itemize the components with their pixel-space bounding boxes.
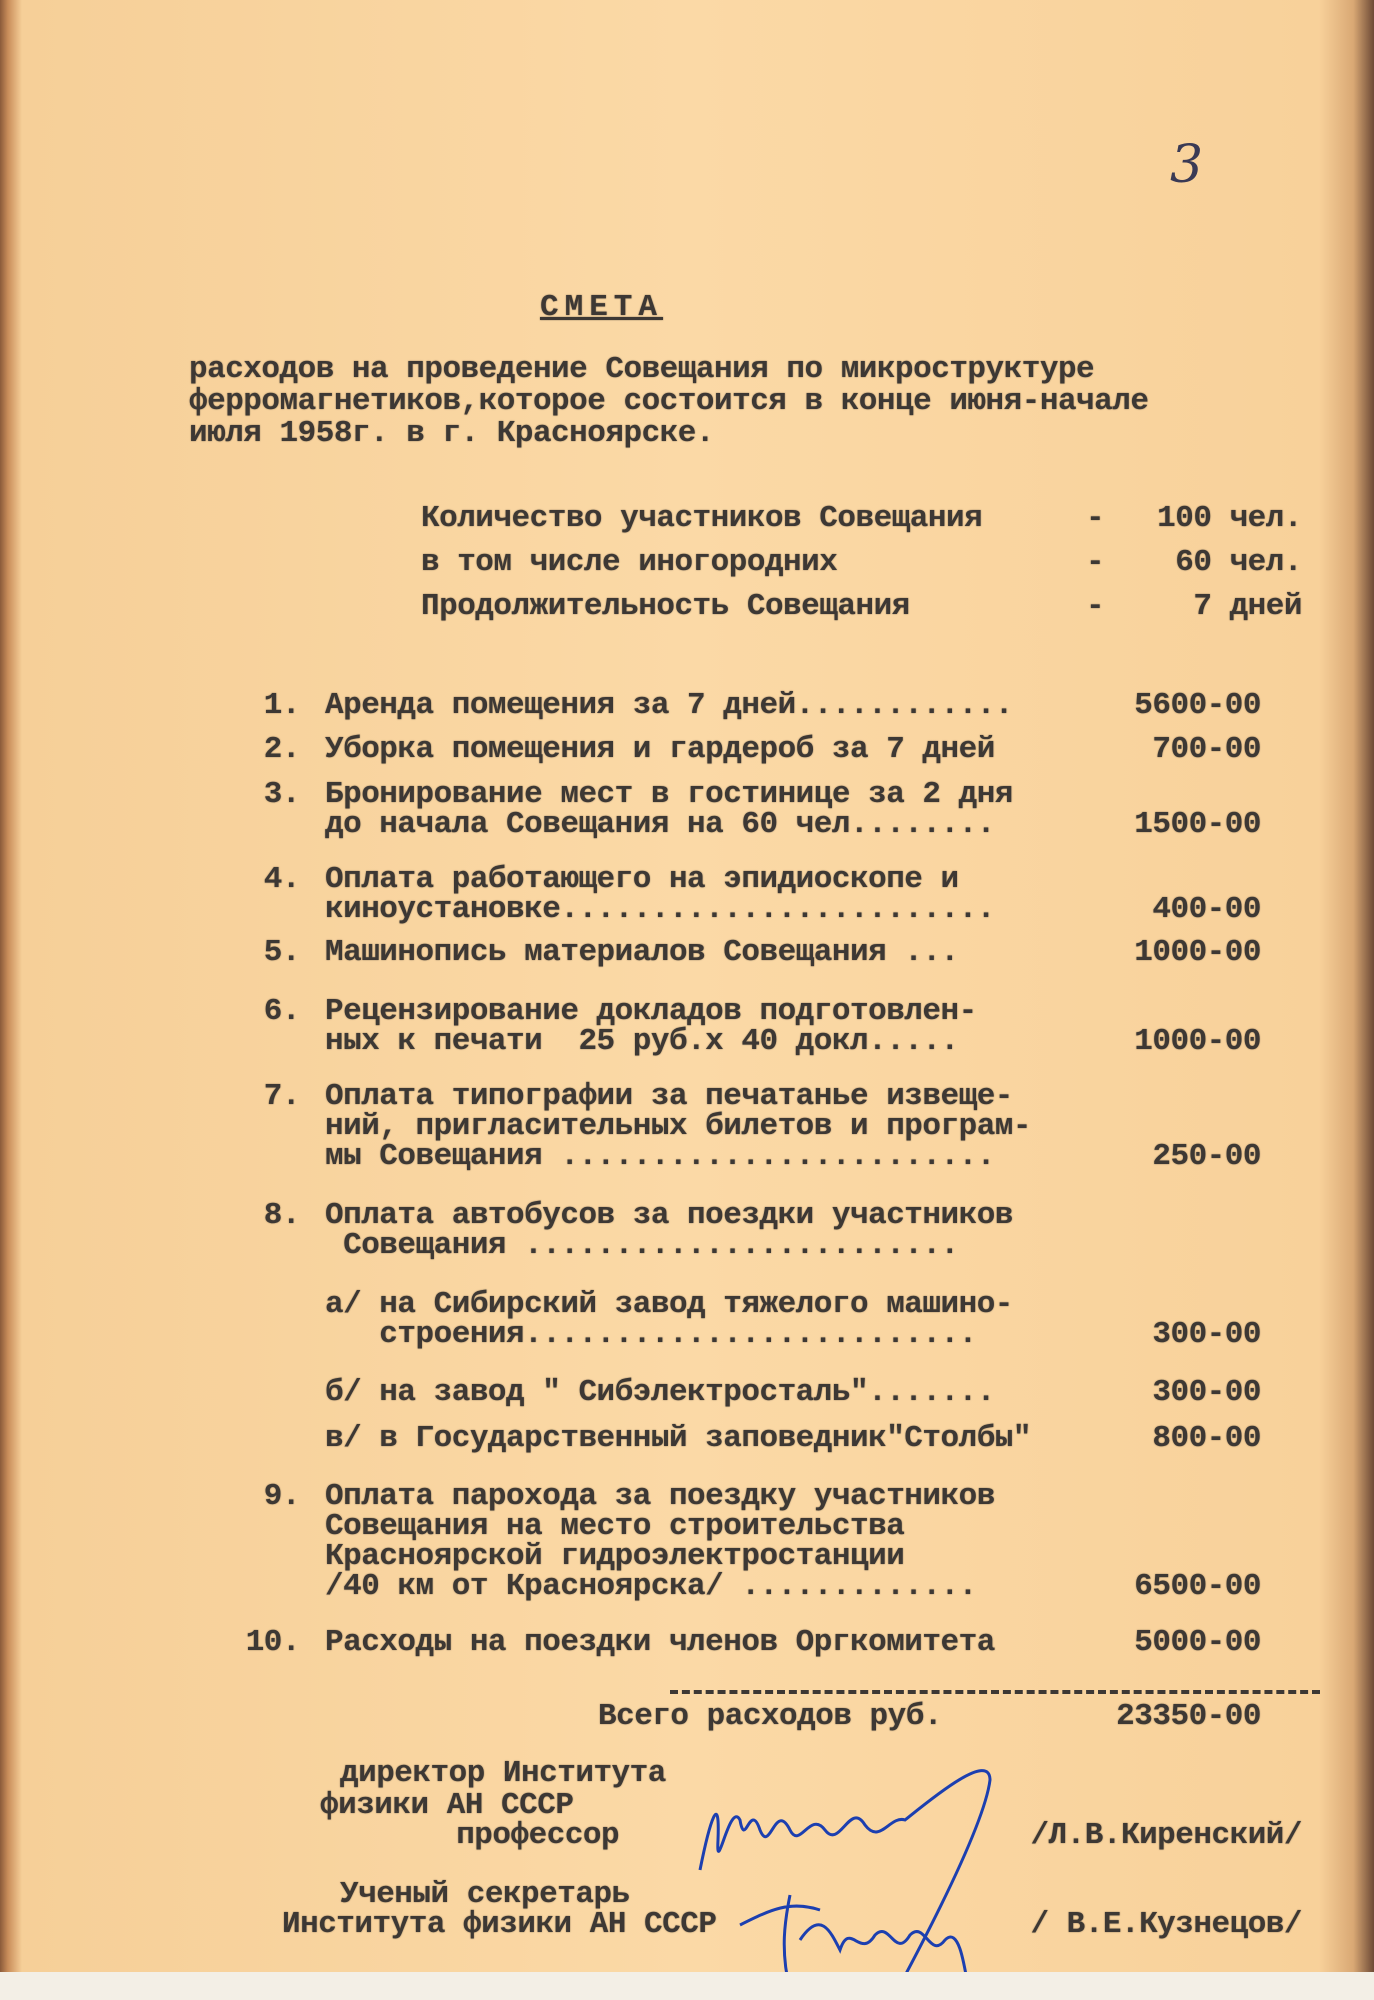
item-number: 5.	[263, 935, 300, 970]
item-text: киноустановке........................	[325, 892, 995, 927]
signatory-position: физики АН СССР	[320, 1788, 574, 1823]
item-text: Совещания ........................	[325, 1228, 959, 1263]
item-number: 4.	[263, 862, 300, 897]
item-text: Рецензирование докладов подготовлен-	[325, 994, 977, 1029]
item-text: Оплата автобусов за поездки участников	[325, 1198, 1013, 1233]
total-divider	[670, 1690, 1320, 1694]
item-text: Оплата парохода за поездку участников	[325, 1479, 995, 1514]
item-number: 1.	[263, 688, 300, 723]
signatory-name: /Л.В.Киренский/	[1030, 1818, 1302, 1853]
item-text: а/ на Сибирский завод тяжелого машино-	[325, 1287, 1013, 1322]
item-number: 8.	[263, 1198, 300, 1233]
item-text: Расходы на поездки членов Оргкомитета	[325, 1625, 995, 1660]
item-number: 2.	[263, 732, 300, 767]
item-amount: 5000-00	[1134, 1625, 1261, 1660]
stat-label: Продолжительность Совещания	[421, 589, 910, 624]
intro-line: расходов на проведение Совещания по микроструктуре	[189, 352, 1095, 387]
item-text: Красноярской гидроэлектростанции	[325, 1539, 905, 1574]
item-number: 9.	[263, 1479, 300, 1514]
signatory-position: профессор	[420, 1818, 620, 1853]
signatory-name: / В.Е.Кузнецов/	[1030, 1907, 1302, 1942]
item-amount: 250-00	[1152, 1139, 1261, 1174]
stat-dash: -	[1086, 545, 1105, 580]
stat-value: 100 чел.	[1157, 501, 1302, 536]
item-number: 10.	[245, 1625, 300, 1660]
stat-value: 7 дней	[1193, 589, 1302, 624]
item-text: Совещания на место строительства	[325, 1509, 905, 1544]
item-text: Оплата работающего на эпидиоскопе и	[325, 862, 959, 897]
item-text: Уборка помещения и гардероб за 7 дней	[325, 732, 995, 767]
item-number: 6.	[263, 994, 300, 1029]
item-number: 3.	[263, 777, 300, 812]
item-amount: 6500-00	[1134, 1569, 1261, 1604]
total-amount: 23350-00	[1116, 1699, 1261, 1734]
intro-line: июля 1958г. в г. Красноярске.	[189, 416, 714, 451]
signatory-position: Института физики АН СССР	[282, 1907, 717, 1942]
document-title: СМЕТА	[540, 290, 664, 325]
signatory-position: директор Института	[340, 1756, 666, 1791]
item-amount: 1500-00	[1134, 807, 1261, 842]
item-amount: 800-00	[1152, 1421, 1261, 1456]
item-amount: 400-00	[1152, 892, 1261, 927]
stat-label: в том числе иногородних	[421, 545, 838, 580]
item-amount: 300-00	[1152, 1375, 1261, 1410]
item-amount: 1000-00	[1134, 935, 1261, 970]
page-number: 3	[1170, 135, 1204, 195]
stat-value: 60 чел.	[1175, 545, 1302, 580]
item-text: до начала Совещания на 60 чел........	[325, 807, 995, 842]
page-bottom-edge	[0, 1972, 1374, 2000]
item-text: б/ на завод " Сибэлектросталь".......	[325, 1375, 995, 1410]
stat-dash: -	[1086, 501, 1105, 536]
item-amount: 1000-00	[1134, 1024, 1261, 1059]
signatory-position: Ученый секретарь	[340, 1877, 630, 1912]
stat-dash: -	[1086, 589, 1105, 624]
item-amount: 5600-00	[1134, 688, 1261, 723]
item-text: строения.........................	[325, 1317, 977, 1352]
item-text: Бронирование мест в гостинице за 2 дня	[325, 777, 1013, 812]
item-text: мы Совещания ........................	[325, 1139, 995, 1174]
item-text: Оплата типографии за печатанье извеще-	[325, 1079, 1013, 1114]
item-amount: 700-00	[1152, 732, 1261, 767]
item-text: Машинопись материалов Совещания ...	[325, 935, 959, 970]
item-number: 7.	[263, 1079, 300, 1114]
intro-line: ферромагнетиков,которое состоится в конце июня-начале	[189, 384, 1149, 419]
item-text: ний, пригласительных билетов и програм-	[325, 1109, 1032, 1144]
total-label: Всего расходов руб.	[598, 1699, 942, 1734]
stat-label: Количество участников Совещания	[421, 501, 983, 536]
item-amount: 300-00	[1152, 1317, 1261, 1352]
item-text: Аренда помещения за 7 дней............	[325, 688, 1013, 723]
item-text: /40 км от Красноярска/ .............	[325, 1569, 977, 1604]
item-text: ных к печати 25 руб.х 40 докл.....	[325, 1024, 959, 1059]
item-text: в/ в Государственный заповедник"Столбы"	[325, 1421, 1032, 1456]
